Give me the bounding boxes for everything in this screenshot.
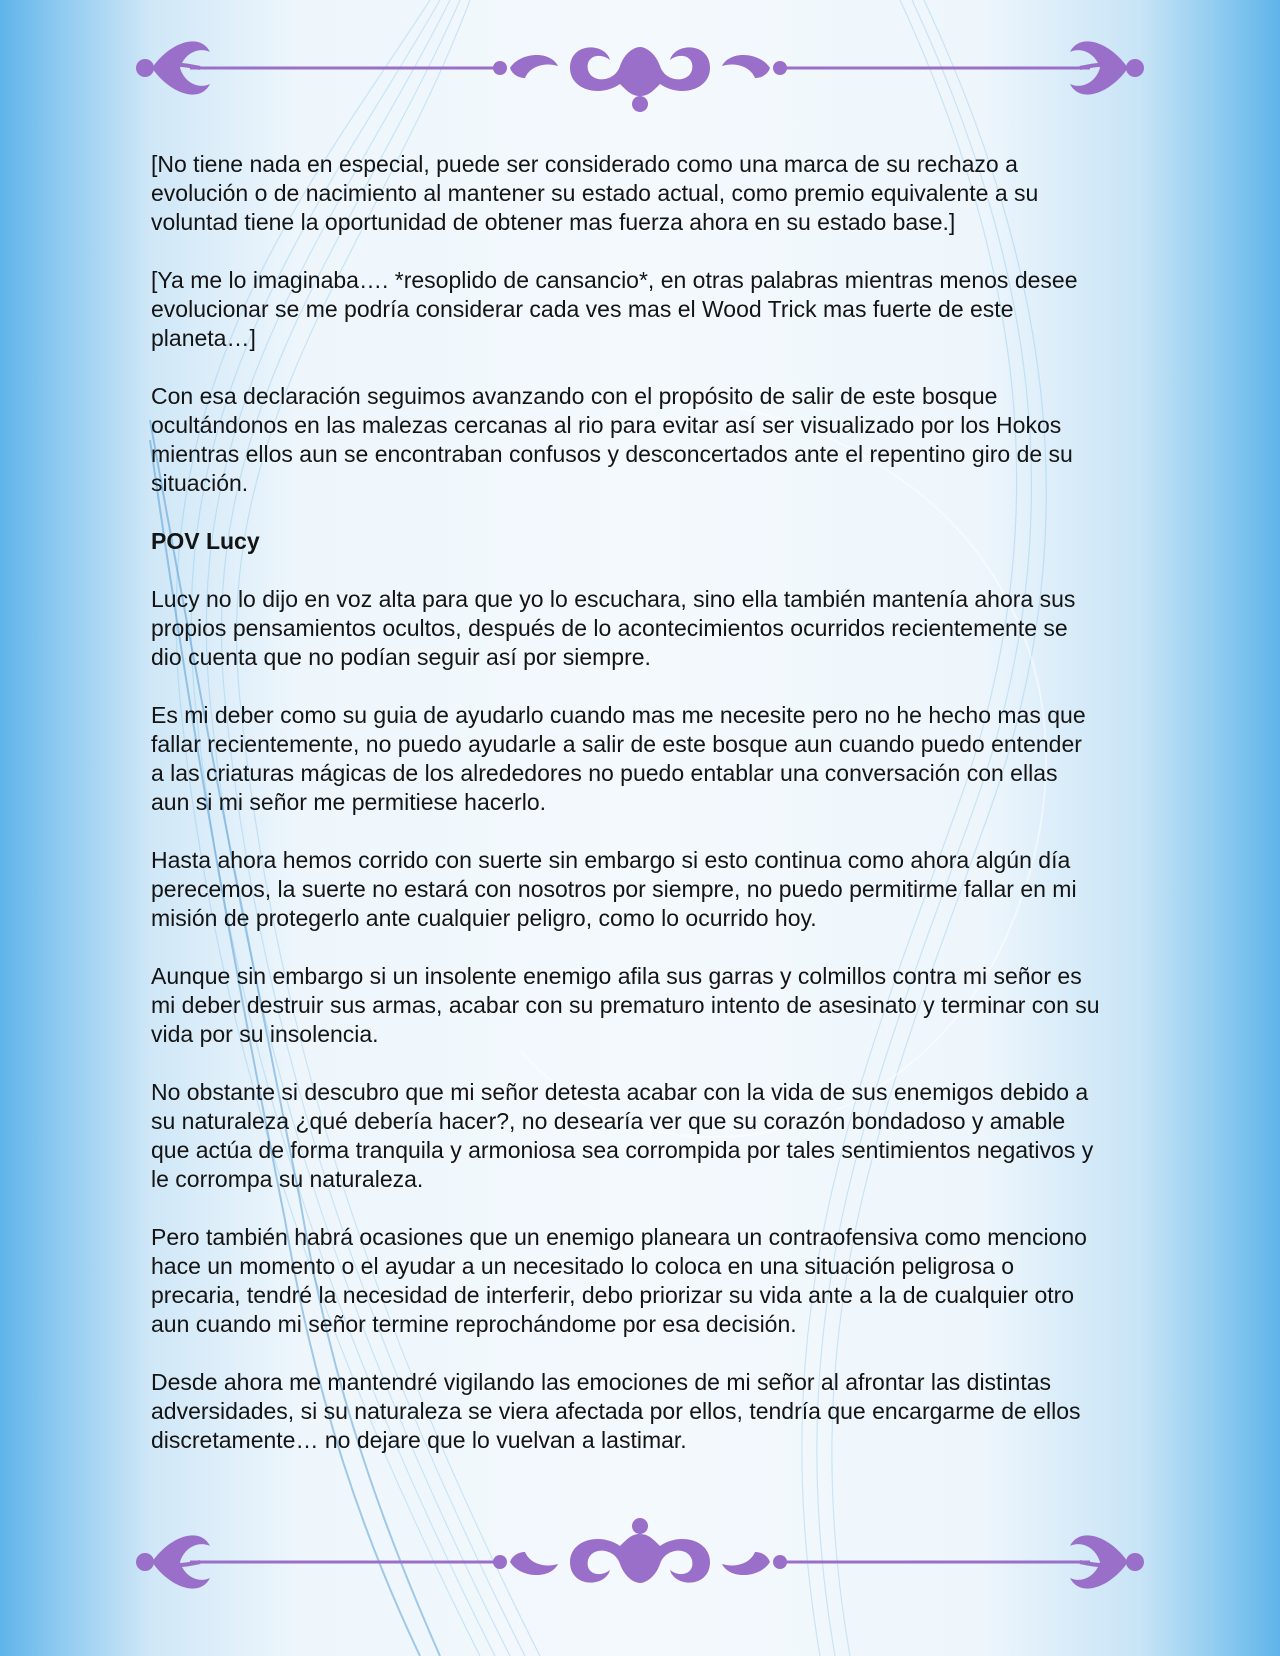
section-heading-pov-lucy: POV Lucy — [151, 528, 260, 554]
paragraph-2: [Ya me lo imaginaba…. *resoplido de cansancio*, en otras palabras mientras menos desee evolucionar se me podría considerar cada ves mas el Wood Trick mas fuerte de este planeta…] — [151, 267, 1078, 351]
bottom-ornament — [130, 1512, 1150, 1612]
paragraph-3: Con esa declaración seguimos avanzando con el propósito de salir de este bosque ocultándonos en las malezas cercanas al rio para evitar así ser visualizado por los Hokos mientras ellos aun se encontraban confusos y desconcertados ante el repentino giro de su situación. — [151, 383, 1073, 496]
paragraph-1: [No tiene nada en especial, puede ser considerado como una marca de su rechazo a evolución o de nacimiento al mantener su estado actual, como premio equivalente a su voluntad tiene la oportunidad de obtener mas fuerza ahora en su estado base.] — [151, 151, 1039, 235]
paragraph-5: Lucy no lo dijo en voz alta para que yo lo escuchara, sino ella también mantenía ahora sus propios pensamientos ocultos, después de lo acontecimientos ocurridos recientemente se dio cuenta que no podían seguir así por siempre. — [151, 586, 1076, 670]
paragraph-10: Pero también habrá ocasiones que un enemigo planeara un contraofensiva como menciono hace un momento o el ayudar a un necesitado lo coloca en una situación peligrosa o precaria, tendré la necesidad de interferir, debo priorizar su vida ante a la de cualquier otro aun cuando mi señor termine reprochándome por esa decisión. — [151, 1224, 1087, 1337]
paragraph-11: Desde ahora me mantendré vigilando las emociones de mi señor al afrontar las distintas adversidades, si su naturaleza se viera afectada por ellos, tendría que encargarme de ellos discretamente… no dejare que lo vuelvan a lastimar. — [151, 1369, 1081, 1453]
document-body — [151, 150, 1101, 1484]
paragraph-9: No obstante si descubro que mi señor detesta acabar con la vida de sus enemigos debido a su naturaleza ¿qué debería hacer?, no desearía ver que su corazón bondadoso y amable que actúa de forma tranquila y armoniosa sea corrompida por tales sentimientos negativos y le corrompa su naturaleza. — [151, 1079, 1094, 1192]
paragraph-8: Aunque sin embargo si un insolente enemigo afila sus garras y colmillos contra mi señor es mi deber destruir sus armas, acabar con su prematuro intento de asesinato y terminar con su vida por su insolencia. — [151, 963, 1100, 1047]
top-ornament — [130, 22, 1150, 122]
paragraph-7: Hasta ahora hemos corrido con suerte sin embargo si esto continua como ahora algún día perecemos, la suerte no estará con nosotros por siempre, no puedo permitirme fallar en mi misión de protegerlo ante cualquier peligro, como lo ocurrido hoy. — [151, 847, 1077, 931]
paragraph-6: Es mi deber como su guia de ayudarlo cuando mas me necesite pero no he hecho mas que fallar recientemente, no puedo ayudarle a salir de este bosque aun cuando puedo entender a las criaturas mágicas de los alrededores no puedo entablar una conversación con ellas aun si mi señor me permitiese hacerlo. — [151, 702, 1086, 815]
